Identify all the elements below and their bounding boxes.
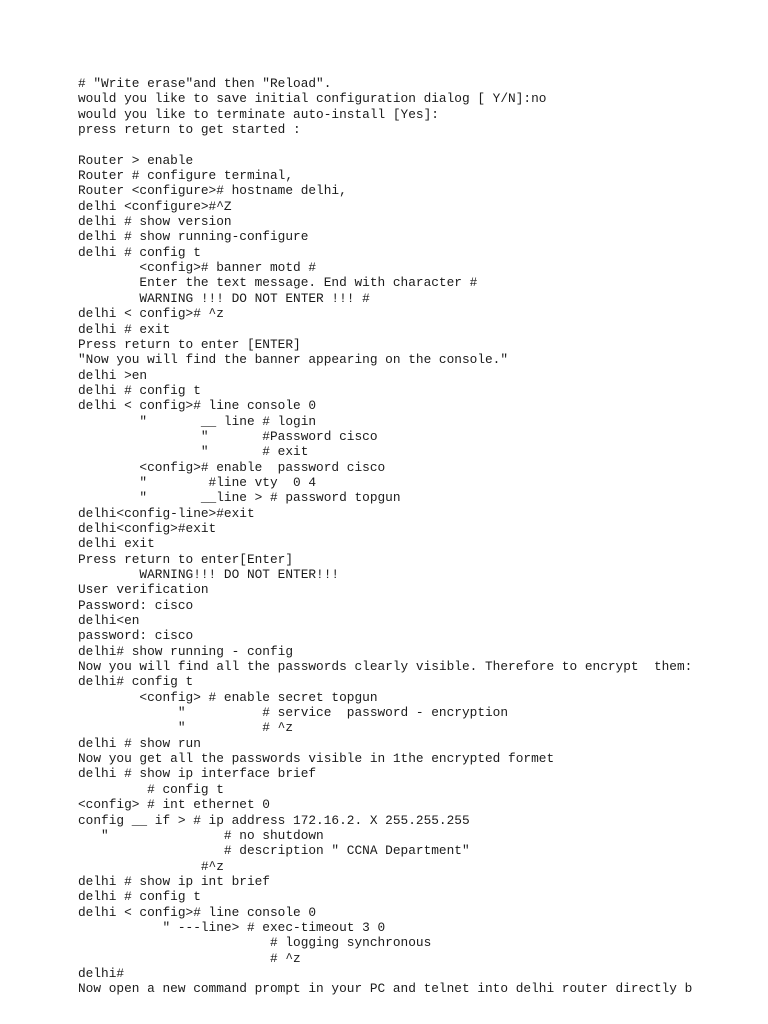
text-line: Router <configure># hostname delhi, xyxy=(78,183,347,199)
text-line: delhi # show version xyxy=(78,214,232,230)
text-line: delhi # exit xyxy=(78,321,171,337)
text-line: <config># banner motd # xyxy=(78,260,317,276)
text-line: delhi # config t xyxy=(78,244,201,260)
text-line: <config># enable password cisco xyxy=(78,459,386,475)
text-line: "Now you will find the banner appearing on the console." xyxy=(78,352,509,368)
text-line: Now open a new command prompt in your PC and telnet into delhi router directly b xyxy=(78,981,693,997)
text-line: # ^z xyxy=(78,950,301,966)
text-line: Press return to enter [ENTER] xyxy=(78,336,301,352)
text-line: delhi<config-line>#exit xyxy=(78,505,255,521)
text-line: " #line vty 0 4 xyxy=(78,474,317,490)
text-line: " ---line> # exec-timeout 3 0 xyxy=(78,919,386,935)
text-line: " # no shutdown xyxy=(78,827,324,843)
text-line: delhi# xyxy=(78,965,125,981)
text-line: delhi# config t xyxy=(78,674,194,690)
text-line: # config t xyxy=(78,781,224,797)
text-line: delhi >en xyxy=(78,367,148,383)
text-line: would you like to save initial configuration dialog [ Y/N]:no xyxy=(78,91,547,107)
text-line: delhi # show ip int brief xyxy=(78,873,270,889)
text-line: delhi < config># ^z xyxy=(78,306,224,322)
text-line: delhi<config>#exit xyxy=(78,520,217,536)
text-line: Now you will find all the passwords clearly visible. Therefore to encrypt them: xyxy=(78,659,693,675)
text-line: Router > enable xyxy=(78,152,194,168)
document-body xyxy=(78,76,758,997)
text-line: " __line > # password topgun xyxy=(78,490,401,506)
text-line: " # ^z xyxy=(78,720,294,736)
text-line: # "Write erase"and then "Reload". xyxy=(78,76,332,91)
text-line: config __ if > # ip address 172.16.2. X 255.255.255 xyxy=(78,812,470,828)
text-line: delhi # show ip interface brief xyxy=(78,766,317,782)
text-line: " # exit xyxy=(78,444,309,460)
text-line: Press return to enter[Enter] xyxy=(78,551,294,567)
text-line: <config> # enable secret topgun xyxy=(78,689,378,705)
text-line: Password: cisco xyxy=(78,597,194,613)
text-line: User verification xyxy=(78,582,209,598)
text-line: #^z xyxy=(78,858,224,874)
text-line: <config> # int ethernet 0 xyxy=(78,797,270,813)
text-line: would you like to terminate auto-install [Yes]: xyxy=(78,106,439,122)
text-line: Enter the text message. End with character # xyxy=(78,275,478,291)
text-line: WARNING !!! DO NOT ENTER !!! # xyxy=(78,290,370,306)
text-line: delhi < config># line console 0 xyxy=(78,398,317,414)
text-line: delhi# show running - config xyxy=(78,643,294,659)
text-line: # logging synchronous xyxy=(78,935,432,951)
blank-line xyxy=(78,137,758,152)
text-line: delhi<en xyxy=(78,613,140,629)
text-line: delhi exit xyxy=(78,536,155,552)
text-line: delhi < config># line console 0 xyxy=(78,904,317,920)
text-line: delhi # show run xyxy=(78,735,201,751)
text-line: delhi # config t xyxy=(78,889,201,905)
text-line: " __ line # login xyxy=(78,413,317,429)
text-line: password: cisco xyxy=(78,628,194,644)
text-line: delhi # show running-configure xyxy=(78,229,309,245)
text-line: Now you get all the passwords visible in 1the encrypted formet xyxy=(78,751,555,767)
text-line: " #Password cisco xyxy=(78,428,378,444)
text-line: delhi # config t xyxy=(78,382,201,398)
text-line: " # service password - encryption xyxy=(78,705,509,721)
text-line: press return to get started : xyxy=(78,122,301,138)
text-line: WARNING!!! DO NOT ENTER!!! xyxy=(78,567,340,582)
text-line: delhi <configure>#^Z xyxy=(78,198,232,214)
text-line: # description " CCNA Department" xyxy=(78,843,470,859)
text-line: Router # configure terminal, xyxy=(78,168,294,184)
